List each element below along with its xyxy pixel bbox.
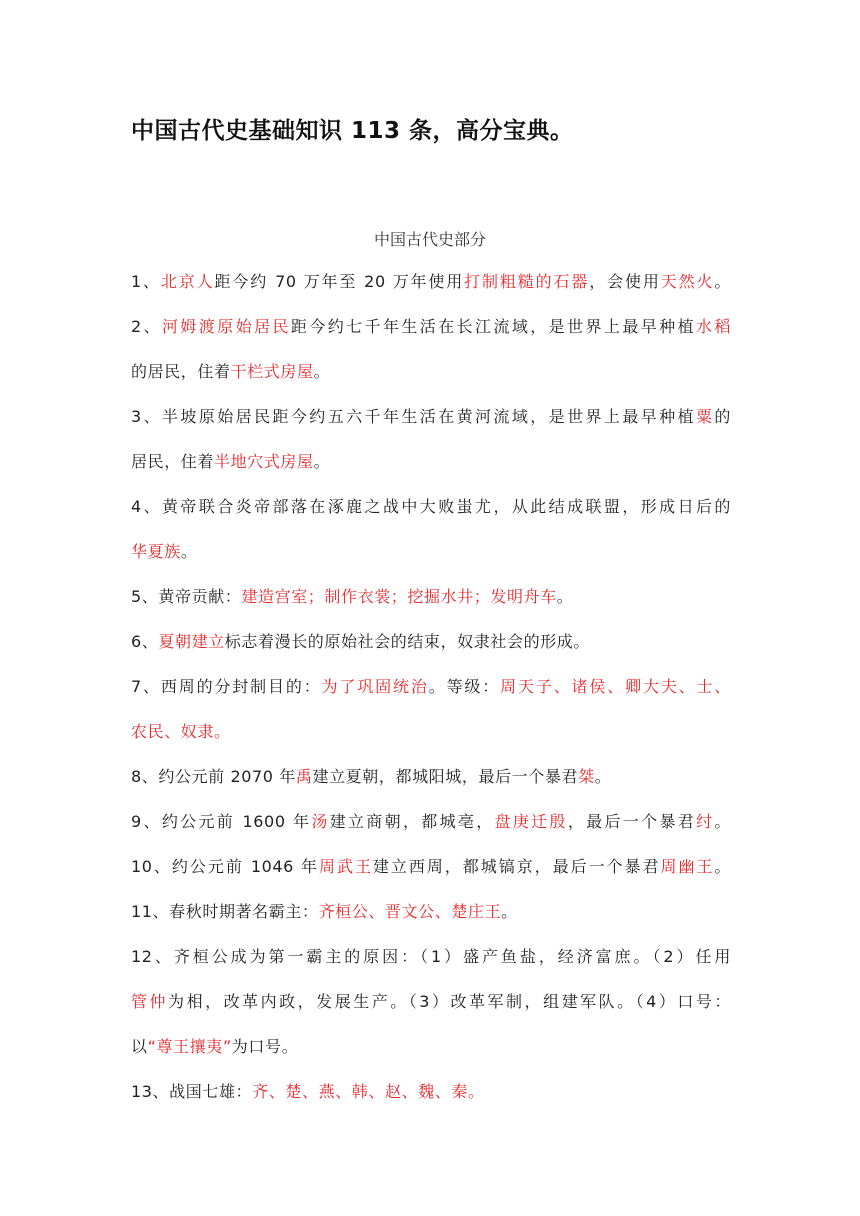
text-line xyxy=(131,1076,731,1121)
highlighted-text: “尊王攘夷” xyxy=(147,1037,232,1056)
body-text: 。 xyxy=(714,857,731,876)
highlighted-text: 建造宫室；制作衣裳；挖掘水井；发明舟车 xyxy=(241,587,557,606)
highlighted-text: 半地穴式房屋 xyxy=(214,452,314,471)
body-text: 。 xyxy=(714,812,731,831)
body-text: ，会使用 xyxy=(589,272,661,291)
text-line xyxy=(131,851,731,896)
body-text: 8、约公元前 2070 年 xyxy=(131,767,296,786)
body-text: 1、 xyxy=(131,272,161,291)
text-line xyxy=(131,446,731,491)
body-text: 标志着漫长的原始社会的结束，奴隶社会的形成。 xyxy=(224,632,590,651)
body-text: 9、约公元前 1600 年 xyxy=(131,812,312,831)
text-line xyxy=(131,356,731,401)
body-text: 2、 xyxy=(131,317,163,336)
body-text: 的 xyxy=(714,407,731,426)
highlighted-text: 齐桓公、晋文公、楚庄王 xyxy=(318,902,502,921)
body-text: 。 xyxy=(714,272,731,291)
text-line xyxy=(131,311,731,356)
highlighted-text: 天然火 xyxy=(660,272,715,291)
highlighted-text: 华夏族 xyxy=(131,542,181,561)
highlighted-text: 管仲 xyxy=(131,992,169,1011)
text-line xyxy=(131,671,731,716)
highlighted-text: 水稻 xyxy=(695,317,731,336)
text-line xyxy=(131,986,731,1031)
section-heading: 中国古代史部分 xyxy=(373,230,486,249)
text-line xyxy=(131,1031,731,1076)
highlighted-text: 纣 xyxy=(696,812,715,831)
highlighted-text: 禹 xyxy=(295,767,313,786)
highlighted-text: 桀 xyxy=(578,767,595,786)
body-text: 为相，改革内政，发展生产。（3）改革军制，组建军队。（4）口号： xyxy=(168,992,731,1011)
document-title: 中国古代史基础知识 113 条，高分宝典。 xyxy=(131,118,574,144)
text-line xyxy=(131,581,731,626)
body-text: 距今约七千年生活在长江流域，是世界上最早种植 xyxy=(290,317,696,336)
highlighted-text: 为了巩固统治 xyxy=(321,677,429,696)
body-text: 。 xyxy=(501,902,518,921)
body-text: 10、约公元前 1046 年 xyxy=(131,857,319,876)
body-text: 。 xyxy=(313,362,331,381)
body-text: 。等级： xyxy=(428,677,501,696)
body-text: 建立夏朝，都城阳城，最后一个暴君 xyxy=(312,767,579,786)
body-text: 居民，住着 xyxy=(131,452,215,471)
text-body xyxy=(131,266,731,1121)
body-text: ，最后一个暴君 xyxy=(567,812,697,831)
highlighted-text: 河姆渡原始居民 xyxy=(162,317,291,336)
text-line xyxy=(131,536,731,581)
highlighted-text: 周武王 xyxy=(319,857,373,876)
body-text: 。 xyxy=(556,587,574,606)
body-text: 。 xyxy=(594,767,612,786)
body-text: 12、齐桓公成为第一霸主的原因：（1）盛产鱼盐，经济富庶。（2）任用 xyxy=(131,947,731,966)
highlighted-text: 夏朝建立 xyxy=(158,632,225,651)
body-text: 7、西周的分封制目的： xyxy=(131,677,322,696)
text-line xyxy=(131,941,731,986)
text-line xyxy=(131,491,731,536)
body-text: 的居民，住着 xyxy=(131,362,231,381)
text-line xyxy=(131,761,731,806)
highlighted-text: 打制粗糙的石器 xyxy=(464,272,590,291)
highlighted-text: 北京人 xyxy=(160,272,215,291)
highlighted-text: 齐、楚、燕、韩、赵、魏、秦。 xyxy=(252,1082,485,1101)
highlighted-text: 粟 xyxy=(695,407,715,426)
text-line xyxy=(131,266,731,311)
text-line xyxy=(131,896,731,941)
body-text: 建立西周，都城镐京，最后一个暴君 xyxy=(372,857,661,876)
text-line xyxy=(131,401,731,446)
highlighted-text: 盘庚迁殷 xyxy=(494,812,568,831)
text-line xyxy=(131,716,731,761)
body-text: 为口号。 xyxy=(231,1037,299,1056)
body-text: 5、黄帝贡献： xyxy=(131,587,242,606)
body-text: 距今约 70 万年至 20 万年使用 xyxy=(214,272,465,291)
text-line xyxy=(131,806,731,851)
body-text: 6、 xyxy=(131,632,159,651)
body-text: 11、春秋时期著名霸主： xyxy=(131,902,319,921)
highlighted-text: 周天子、诸侯、卿大夫、士、 xyxy=(500,677,731,696)
highlighted-text: 农民、奴隶。 xyxy=(131,722,231,741)
body-text: 。 xyxy=(313,452,331,471)
body-text: 4、黄帝联合炎帝部落在涿鹿之战中大败蚩尤，从此结成联盟，形成日后的 xyxy=(131,497,731,516)
body-text: 以 xyxy=(131,1037,148,1056)
highlighted-text: 汤 xyxy=(311,812,330,831)
body-text: 3、半坡原始居民距今约五六千年生活在黄河流域，是世界上最早种植 xyxy=(131,407,696,426)
body-text: 建立商朝，都城亳， xyxy=(329,812,495,831)
body-text: 。 xyxy=(180,542,198,561)
text-line xyxy=(131,626,731,671)
body-text: 13、战国七雄： xyxy=(131,1082,253,1101)
highlighted-text: 干栏式房屋 xyxy=(230,362,314,381)
highlighted-text: 周幽王 xyxy=(660,857,715,876)
